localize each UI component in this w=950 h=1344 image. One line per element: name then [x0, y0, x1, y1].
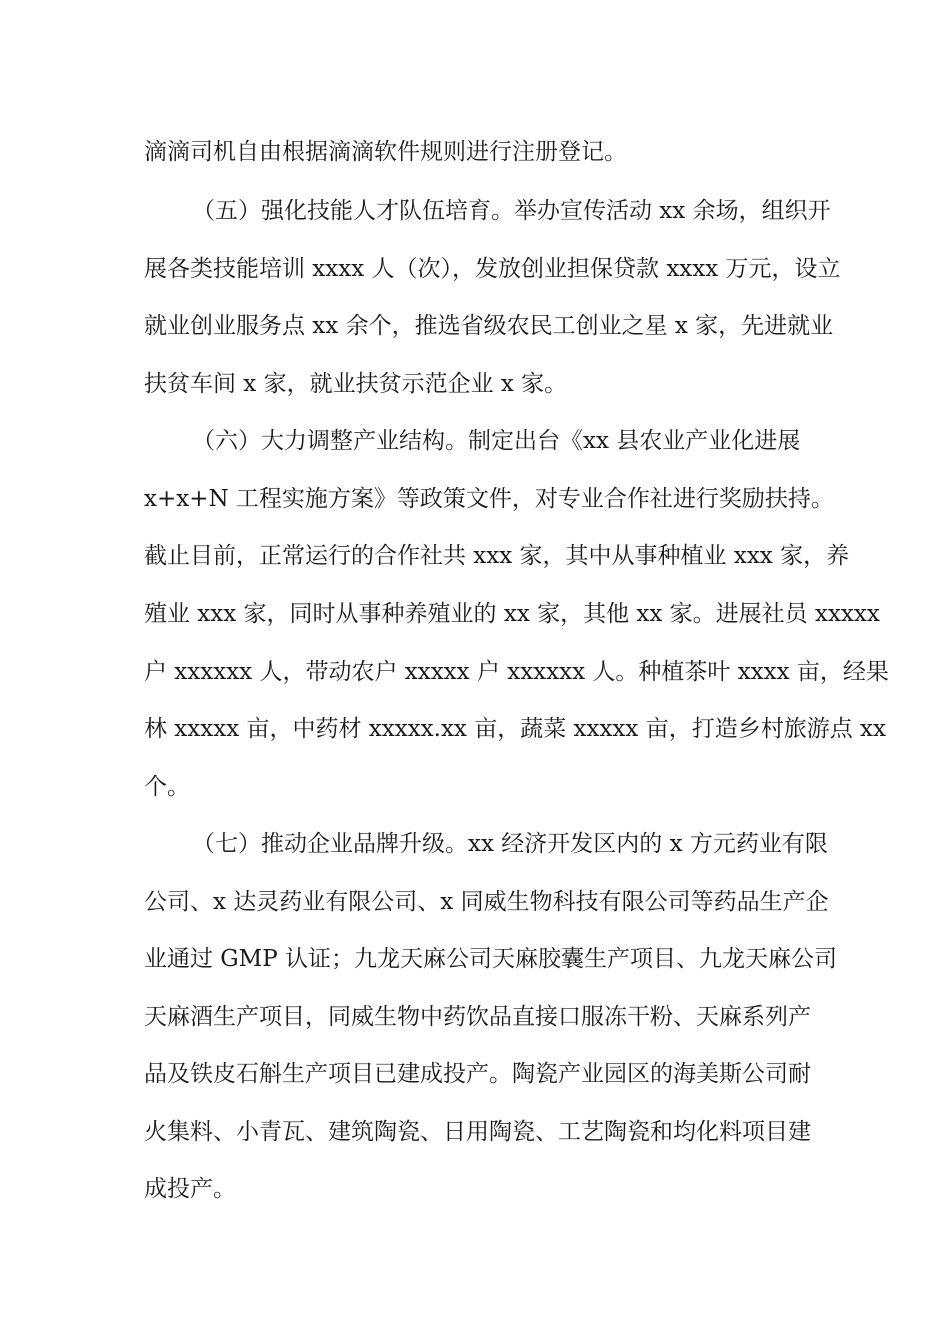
text-line: 公司、x 达灵药业有限公司、x 同威生物科技有限公司等药品生产企 — [144, 889, 829, 915]
text-line: 成投产。 — [144, 1176, 236, 1202]
text-line: 截止目前，正常运行的合作社共 xxx 家，其中从事种植业 xxx 家，养 — [144, 543, 850, 569]
text-line: 业通过 GMP 认证；九龙天麻公司天麻胶囊生产项目、九龙天麻公司 — [144, 946, 838, 972]
text-line: 就业创业服务点 xx 余个，推选省级农民工创业之星 x 家，先进就业 — [144, 313, 834, 339]
text-line: 殖业 xxx 家，同时从事种养殖业的 xx 家，其他 xx 家。进展社员 xxxxx — [144, 601, 880, 627]
text-line: 林 xxxxx 亩，中药材 xxxxx.xx 亩，蔬菜 xxxxx 亩，打造乡村旅游点 xx — [144, 716, 886, 742]
text-line: 扶贫车间 x 家，就业扶贫示范企业 x 家。 — [144, 371, 568, 397]
text-line: 户 xxxxxx 人，带动农户 xxxxx 户 xxxxxx 人。种植茶叶 xxxx 亩，经果 — [144, 659, 889, 685]
text-line: 展各类技能培训 xxxx 人（次），发放创业担保贷款 xxxx 万元，设立 — [144, 256, 841, 282]
text-line: 火集料、小青瓦、建筑陶瓷、日用陶瓷、工艺陶瓷和均化料项目建 — [144, 1119, 811, 1145]
text-line: 品及铁皮石斛生产项目已建成投产。陶瓷产业园区的海美斯公司耐 — [144, 1061, 811, 1087]
text-line: 滴滴司机自由根据滴滴软件规则进行注册登记。 — [144, 139, 627, 165]
section-heading-line: （六）大力调整产业结构。制定出台《xx 县农业产业化进展 — [192, 428, 801, 454]
text-line: 个。 — [144, 774, 190, 800]
section-heading-line: （七）推动企业品牌升级。xx 经济开发区内的 x 方元药业有限 — [192, 831, 828, 857]
text-line: x+x+N 工程实施方案》等政策文件，对专业合作社进行奖励扶持。 — [144, 486, 834, 512]
text-line: 天麻酒生产项目，同威生物中药饮品直接口服冻干粉、天麻系列产 — [144, 1004, 811, 1030]
section-heading-line: （五）强化技能人才队伍培育。举办宣传活动 xx 余场，组织开 — [192, 198, 831, 224]
